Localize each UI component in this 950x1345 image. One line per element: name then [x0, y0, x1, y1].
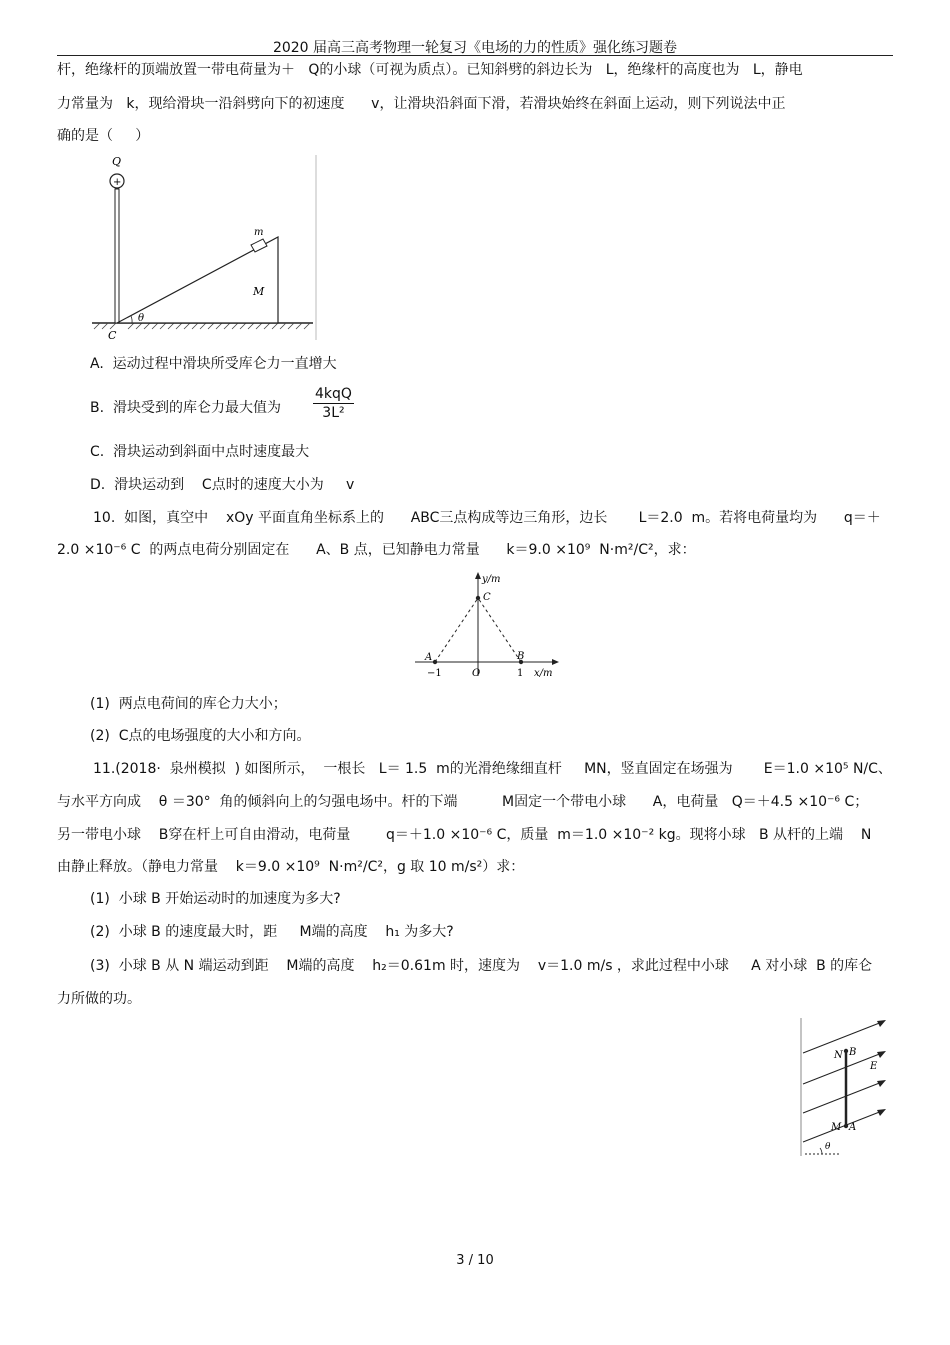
q11-fig-label-N: N — [834, 1050, 843, 1061]
q9-fig-label-theta: θ — [138, 313, 145, 324]
q9-option-b-numerator: 4kqQ — [315, 386, 352, 402]
q11-fig-label-B: B — [849, 1047, 857, 1058]
q11-subquestion-1: (1) 小球 B 开始运动时的加速度为多大? — [90, 891, 341, 907]
q10-fig-xlabel: x/m — [534, 668, 553, 679]
q10-fig-tick-pos1: 1 — [517, 668, 524, 679]
q11-rod-field-figure — [800, 1018, 892, 1158]
q11-line2: 与水平方向成 θ ＝30° 角的倾斜向上的匀强电场中。杆的下端 M固定一个带电小球 A，电荷量 Q＝＋4.5 ×10⁻⁶ C； — [57, 794, 869, 810]
q10-fig-label-O: O — [472, 668, 481, 679]
q10-fig-label-A: A — [425, 652, 433, 663]
svg-text:+: + — [113, 177, 122, 188]
q11-fig-label-E: E — [870, 1061, 878, 1072]
q10-fig-ylabel: y/m — [482, 574, 501, 585]
q9-fig-label-Q: Q — [112, 155, 122, 168]
page-header-title: 2020 届高三高考物理一轮复习《电场的力的性质》强化练习题卷 — [272, 40, 678, 56]
q10-line1: 10. 如图，真空中 xOy 平面直角坐标系上的 ABC三点构成等边三角形，边长 L＝2.0 m。若将电荷量均为 q＝＋ — [93, 510, 881, 526]
q11-fig-label-A: A — [849, 1122, 857, 1133]
q11-subquestion-2: (2) 小球 B 的速度最大时，距 M端的高度 h₁ 为多大? — [90, 924, 454, 940]
q11-fig-label-M: M — [831, 1122, 842, 1133]
q10-fig-label-B: B — [517, 651, 525, 662]
q9-line3: 确的是（ ） — [57, 128, 150, 144]
page-number: 3 / 10 — [456, 1253, 494, 1268]
q10-fig-tick-neg1: −1 — [427, 668, 442, 679]
q11-line1: 11.(2018· 泉州模拟 ) 如图所示， 一根长 L＝ 1.5 m的光滑绝缘细直杆 MN，竖直固定在场强为 E＝1.0 ×10⁵ N/C、 — [93, 761, 892, 777]
q10-subquestion-2: (2) C点的电场强度的大小和方向。 — [90, 728, 311, 744]
q9-line2: 力常量为 k，现给滑块一沿斜劈向下的初速度 v，让滑块沿斜面下滑，若滑块始终在斜面上运动，则下列说法中正 — [57, 96, 786, 112]
header-rule — [57, 55, 893, 56]
q9-fig-label-m: m — [254, 227, 264, 238]
q10-line2: 2.0 ×10⁻⁶ C 的两点电荷分别固定在 A、B 点，已知静电力常量 k＝9.0 ×10⁹ N·m²/C²，求： — [57, 542, 696, 558]
q9-fig-label-M: M — [253, 285, 265, 298]
q11-subquestion-3: (3) 小球 B 从 N 端运动到距 M端的高度 h₂＝0.61m 时，速度为 v＝1.0 m/s ，求此过程中小球 A 对小球 B 的库仑 — [90, 958, 873, 974]
q9-line1: 杆，绝缘杆的顶端放置一带电荷量为＋ Q的小球（可视为质点）。已知斜劈的斜边长为 L，绝缘杆的高度也为 L，静电 — [57, 62, 803, 78]
q9-option-b-fraction — [313, 386, 354, 421]
q9-option-b-denominator: 3L² — [322, 405, 345, 421]
q10-fig-label-C: C — [483, 592, 491, 603]
q9-option-a: A. 运动过程中滑块所受库仑力一直增大 — [90, 356, 337, 372]
q9-option-d: D. 滑块运动到 C点时的速度大小为 v — [90, 477, 355, 493]
q9-fig-label-C: C — [108, 329, 117, 342]
q11-line3: 另一带电小球 B穿在杆上可自由滑动，电荷量 q＝＋1.0 ×10⁻⁶ C，质量 m＝1.0 ×10⁻² kg。现将小球 B 从杆的上端 N — [57, 827, 872, 843]
q9-incline-figure — [88, 155, 318, 345]
q11-line4: 由静止释放。（静电力常量 k＝9.0 ×10⁹ N·m²/C²，g 取 10 m/s²）求： — [57, 859, 525, 875]
q11-fig-label-theta: θ — [825, 1142, 831, 1152]
q11-subquestion-3-cont: 力所做的功。 — [57, 991, 141, 1007]
q10-triangle-figure — [413, 570, 563, 682]
q10-subquestion-1: (1) 两点电荷间的库仑力大小； — [90, 696, 287, 712]
q9-option-c: C. 滑块运动到斜面中点时速度最大 — [90, 444, 310, 460]
q9-option-b: B. 滑块受到的库仑力最大值为 — [90, 400, 281, 416]
